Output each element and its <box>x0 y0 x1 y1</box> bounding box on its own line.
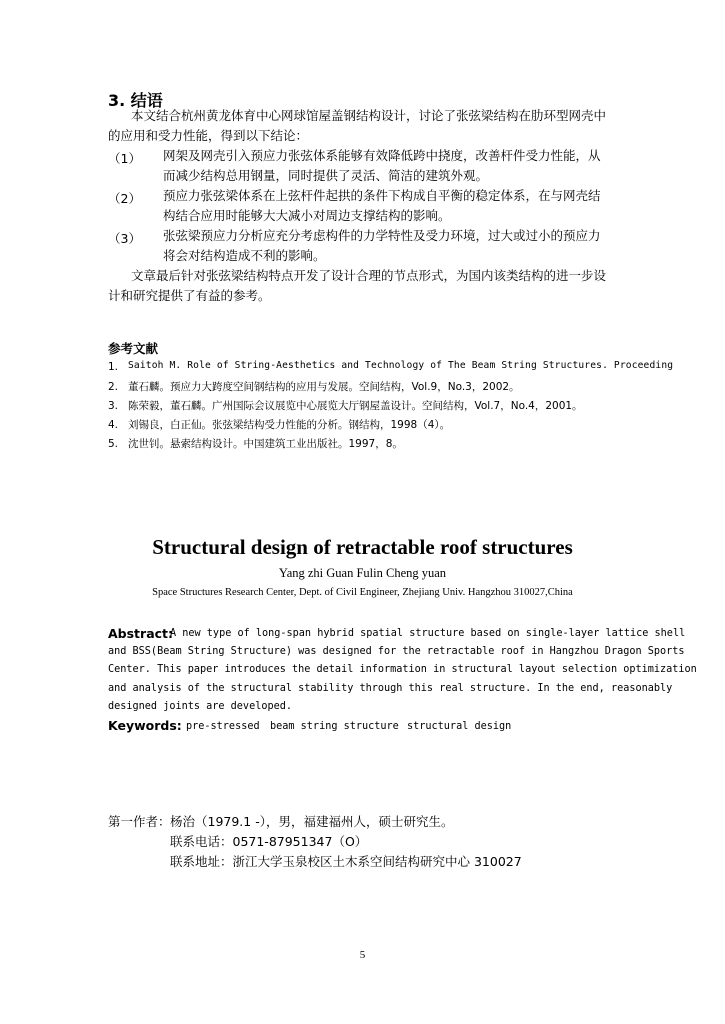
conclusion-item-line: 网架及网壳引入预应力张弦体系能够有效降低跨中挠度，改善杆件受力性能，从 <box>163 148 601 163</box>
english-title: Structural design of retractable roof structures <box>152 535 573 559</box>
abstract-line: Center. This paper introduces the detail information in structural layout selection optimization <box>108 664 697 675</box>
conclusion-item-line: 而减少结构总用钢量，同时提供了灵活、简洁的建筑外观。 <box>163 168 489 183</box>
reference-text: Saitoh M. Role of String-Aesthetics and Technology of The Beam String Structures. Proceeding <box>128 360 674 371</box>
conclusion-item-number: （3） <box>108 231 141 246</box>
conclusion-item-line: 构结合应用时能够大大减小对周边支撑结构的影响。 <box>163 208 451 223</box>
keyword: structural design <box>407 721 512 732</box>
conclusion-item-line: 张弦梁预应力分析应充分考虑构件的力学特性及受力环境，过大或过小的预应力 <box>163 228 601 243</box>
reference-text: 沈世钊。悬索结构设计。中国建筑工业出版社。1997，8。 <box>128 438 403 450</box>
page-number: 5 <box>359 949 366 961</box>
abstract-line: and analysis of the structural stability through this real structure. In the end, reasonably <box>108 683 673 694</box>
abstract-line: and BSS(Beam String Structure) was designed for the retractable roof in Hangzhou Dragon Sports <box>108 646 685 657</box>
english-affiliation: Space Structures Research Center, Dept. of Civil Engineer, Zhejiang Univ. Hangzhou 310027,China <box>152 587 573 598</box>
keyword: beam string structure <box>270 721 399 732</box>
conclusion-item-line: 预应力张弦梁体系在上弦杆件起拱的条件下构成自平衡的稳定体系，在与网壳结 <box>163 188 601 203</box>
section-heading: 3. 结语 <box>108 91 163 110</box>
abstract-line: A new type of long-span hybrid spatial structure based on single-layer lattice shell <box>170 628 686 639</box>
conclusion-item-line: 将会对结构造成不利的影响。 <box>163 248 326 263</box>
reference-number: 4. <box>108 419 119 431</box>
intro-line-1: 本文结合杭州黄龙体育中心网球馆屋盖钢结构设计，讨论了张弦梁结构在肋环型网壳中 <box>131 108 607 123</box>
reference-text: 陈荣毅，董石麟。广州国际会议展览中心展览大厅钢屋盖设计。空间结构，Vol.7，No.4，2001。 <box>128 400 583 412</box>
reference-number: 2. <box>108 381 119 393</box>
keyword: pre-stressed <box>186 721 260 732</box>
author-label: 第一作者： <box>108 814 171 829</box>
conclusion-item-number: （1） <box>108 151 141 166</box>
references-title: 参考文献 <box>108 341 159 356</box>
reference-text: 刘锡良，白正仙。张弦梁结构受力性能的分析。钢结构，1998（4）。 <box>128 419 451 431</box>
reference-number: 5. <box>108 438 119 450</box>
conclusion-item-number: （2） <box>108 191 141 206</box>
author-phone: 联系电话：0571-87951347（O） <box>170 834 368 849</box>
closing-line-1: 文章最后针对张弦梁结构特点开发了设计合理的节点形式，为国内该类结构的进一步设 <box>131 268 607 283</box>
intro-line-2: 的应用和受力性能，得到以下结论： <box>108 128 309 143</box>
author-address: 联系地址：浙江大学玉泉校区土木系空间结构研究中心 310027 <box>170 854 522 869</box>
keywords-label: Keywords: <box>108 718 182 733</box>
closing-line-2: 计和研究提供了有益的参考。 <box>108 288 271 303</box>
english-authors: Yang zhi Guan Fulin Cheng yuan <box>278 566 447 580</box>
author-info-line: 杨治（1979.1 -），男，福建福州人，硕士研究生。 <box>170 814 454 829</box>
abstract-label: Abstract: <box>108 626 174 641</box>
reference-number: 3. <box>108 400 119 412</box>
abstract-line: designed joints are developed. <box>108 701 293 712</box>
reference-number: 1. <box>108 361 119 373</box>
reference-text: 董石麟。预应力大跨度空间钢结构的应用与发展。空间结构，Vol.9，No.3，2002。 <box>128 381 520 393</box>
